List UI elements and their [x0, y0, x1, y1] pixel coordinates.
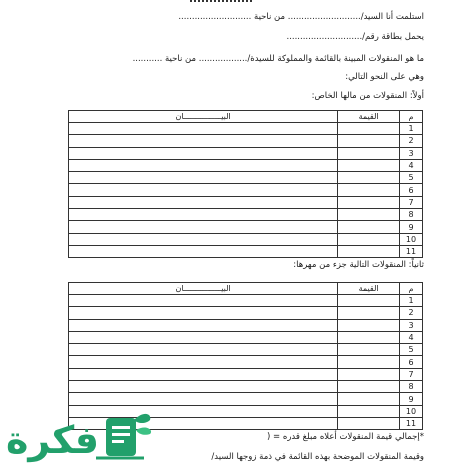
intro-line: وهي على النحو التالي:	[345, 72, 424, 82]
table-row	[69, 381, 423, 393]
table-row	[69, 209, 423, 221]
row-number: 3	[400, 147, 423, 159]
table-row	[69, 233, 423, 245]
description-cell	[69, 184, 338, 196]
description-cell	[69, 209, 338, 221]
table-header-row	[69, 283, 423, 295]
col-description-header: البيــــــــــــــــان	[69, 111, 338, 123]
description-cell	[69, 147, 338, 159]
col-number-header: م	[400, 283, 423, 295]
table-row	[69, 135, 423, 147]
value-cell	[338, 233, 400, 245]
description-cell	[69, 233, 338, 245]
table-row	[69, 172, 423, 184]
value-cell	[338, 393, 400, 405]
table-header-row	[69, 111, 423, 123]
table-row	[69, 245, 423, 257]
site-logo	[6, 408, 156, 470]
row-number: 6	[400, 184, 423, 196]
description-cell	[69, 245, 338, 257]
description-cell	[69, 319, 338, 331]
col-number-header: م	[400, 111, 423, 123]
table-row	[69, 295, 423, 307]
table-row	[69, 147, 423, 159]
description-cell	[69, 368, 338, 380]
owner-line: ما هو المنقولات المبينة بالقائمة والمملوكة للسيدة/.................. من ناحية ...........	[132, 54, 424, 64]
value-cell	[338, 147, 400, 159]
table-row	[69, 196, 423, 208]
value-cell	[338, 221, 400, 233]
row-number: 5	[400, 172, 423, 184]
value-cell	[338, 209, 400, 221]
description-cell	[69, 344, 338, 356]
logo-text: فكرة	[6, 418, 100, 462]
value-cell	[338, 381, 400, 393]
row-number: 3	[400, 319, 423, 331]
row-number: 8	[400, 381, 423, 393]
value-cell	[338, 319, 400, 331]
table-row	[69, 123, 423, 135]
row-number: 2	[400, 307, 423, 319]
received-by-line: استلمت أنا السيد/........................... من ناحية ...........................	[178, 12, 424, 22]
col-value-header: القيمة	[338, 283, 400, 295]
section2-title: ثانياً: المنقولات التالية جزء من مهرها:	[293, 260, 424, 270]
value-cell	[338, 344, 400, 356]
row-number: 6	[400, 356, 423, 368]
description-cell	[69, 172, 338, 184]
row-number: 8	[400, 209, 423, 221]
table-row	[69, 393, 423, 405]
row-number: 2	[400, 135, 423, 147]
table-row	[69, 221, 423, 233]
value-cell	[338, 368, 400, 380]
own-property-table	[68, 110, 423, 258]
table-row	[69, 356, 423, 368]
row-number: 1	[400, 295, 423, 307]
table-row	[69, 344, 423, 356]
closing-line: وقيمة المنقولات الموضحة بهذه القائمة في ذمة زوجها السيد/	[211, 452, 424, 462]
description-cell	[69, 221, 338, 233]
row-number: 10	[400, 233, 423, 245]
row-number: 5	[400, 344, 423, 356]
value-cell	[338, 417, 400, 429]
row-number: 9	[400, 393, 423, 405]
value-cell	[338, 331, 400, 343]
table-row	[69, 368, 423, 380]
row-number: 7	[400, 196, 423, 208]
value-cell	[338, 307, 400, 319]
table-row	[69, 184, 423, 196]
table-row	[69, 159, 423, 171]
table-row	[69, 331, 423, 343]
description-cell	[69, 123, 338, 135]
id-card-line: يحمل بطاقة رقم/............................	[286, 32, 424, 42]
value-cell	[338, 356, 400, 368]
table-row	[69, 307, 423, 319]
row-number: 4	[400, 331, 423, 343]
row-number: 7	[400, 368, 423, 380]
section1-title: أولاً: المنقولات من مالها الخاص:	[311, 91, 424, 101]
description-cell	[69, 381, 338, 393]
title-underline	[190, 0, 252, 4]
value-cell	[338, 245, 400, 257]
row-number: 11	[400, 245, 423, 257]
value-cell	[338, 196, 400, 208]
value-cell	[338, 295, 400, 307]
row-number: 10	[400, 405, 423, 417]
total-value-line: *إجمالي قيمة المنقولات أعلاه مبلغ قدره = (	[267, 432, 424, 442]
value-cell	[338, 135, 400, 147]
description-cell	[69, 393, 338, 405]
value-cell	[338, 405, 400, 417]
row-number: 1	[400, 123, 423, 135]
description-cell	[69, 196, 338, 208]
description-cell	[69, 356, 338, 368]
row-number: 9	[400, 221, 423, 233]
col-description-header: البيــــــــــــــــان	[69, 283, 338, 295]
value-cell	[338, 184, 400, 196]
description-cell	[69, 295, 338, 307]
table-row	[69, 319, 423, 331]
description-cell	[69, 307, 338, 319]
value-cell	[338, 123, 400, 135]
value-cell	[338, 159, 400, 171]
description-cell	[69, 135, 338, 147]
col-value-header: القيمة	[338, 111, 400, 123]
row-number: 4	[400, 159, 423, 171]
description-cell	[69, 331, 338, 343]
description-cell	[69, 159, 338, 171]
row-number: 11	[400, 417, 423, 429]
value-cell	[338, 172, 400, 184]
